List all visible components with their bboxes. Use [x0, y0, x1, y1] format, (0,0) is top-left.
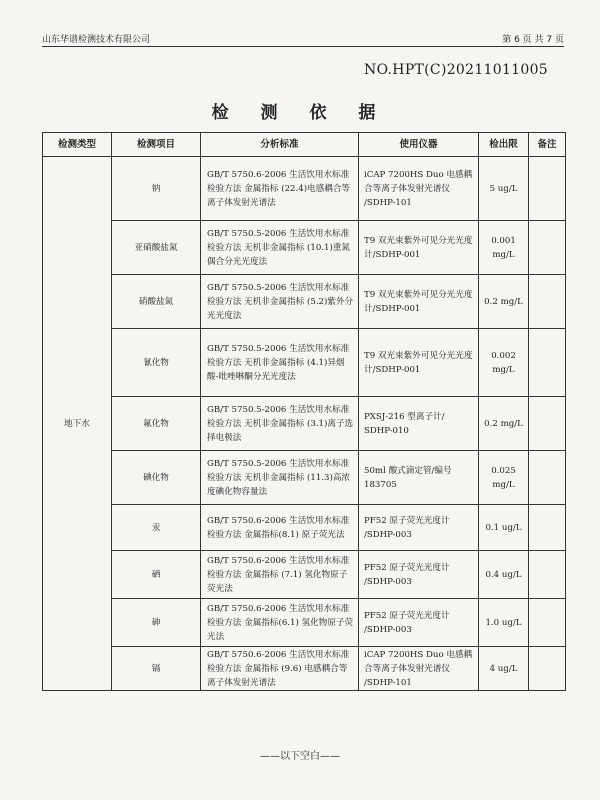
limit-cell: 0.002 mg/L	[479, 329, 529, 397]
table-row	[43, 157, 566, 221]
item-cell: 汞	[112, 505, 201, 551]
limit-cell: 0.4 ug/L	[479, 551, 529, 599]
company-name: 山东华谱检测技术有限公司	[42, 35, 151, 45]
limit-cell: 0.001 mg/L	[479, 221, 529, 275]
basis-table	[42, 132, 566, 691]
remark-cell	[529, 451, 566, 505]
remark-cell	[529, 599, 566, 647]
standard-cell: GB/T 5750.6-2006 生活饮用水标准检验方法 金属指标 (22.4)电感耦合等离子体发射光谱法	[201, 157, 359, 221]
table-row	[43, 451, 566, 505]
header-instrument: 使用仪器	[359, 133, 479, 157]
remark-cell	[529, 157, 566, 221]
standard-cell: GB/T 5750.5-2006 生活饮用水标准检验方法 无机非金属指标 (4.1)异烟酸-吡唑啉酮分光光度法	[201, 329, 359, 397]
instrument-cell: T9 双光束紫外可见分光光度计/SDHP-001	[359, 221, 479, 275]
table-row	[43, 397, 566, 451]
header-detection-limit: 检出限	[479, 133, 529, 157]
instrument-cell: iCAP 7200HS Duo 电感耦合等离子体发射光谱仪 /SDHP-101	[359, 157, 479, 221]
item-cell: 硒	[112, 551, 201, 599]
header-test-item: 检测项目	[112, 133, 201, 157]
instrument-cell: PF52 原子荧光光度计 /SDHP-003	[359, 599, 479, 647]
limit-cell: 0.2 mg/L	[479, 275, 529, 329]
table-row	[43, 505, 566, 551]
standard-cell: GB/T 5750.6-2006 生活饮用水标准检验方法 金属指标 (9.6) 电感耦合等离子体发射光谱法	[201, 647, 359, 691]
page-title: 检 测 依 据	[211, 103, 389, 123]
header-remark: 备注	[529, 133, 566, 157]
standard-cell: GB/T 5750.6-2006 生活饮用水标准检验方法 金属指标(8.1) 原子荧光法	[201, 505, 359, 551]
instrument-cell: 50ml 酸式滴定管/编号 183705	[359, 451, 479, 505]
report-number: NO.HPT(C)20211011005	[364, 62, 548, 78]
limit-cell: 0.2 mg/L	[479, 397, 529, 451]
remark-cell	[529, 275, 566, 329]
instrument-cell: PXSJ-216 型离子计/ SDHP-010	[359, 397, 479, 451]
instrument-cell: T9 双光束紫外可见分光光度计/SDHP-001	[359, 275, 479, 329]
remark-cell	[529, 551, 566, 599]
table-row	[43, 551, 566, 599]
category-cell: 地下水	[43, 157, 112, 691]
limit-cell: 4 ug/L	[479, 647, 529, 691]
limit-cell: 5 ug/L	[479, 157, 529, 221]
standard-cell: GB/T 5750.5-2006 生活饮用水标准检验方法 无机非金属指标 (11.3)高浓度碘化物容量法	[201, 451, 359, 505]
table-row	[43, 221, 566, 275]
standard-cell: GB/T 5750.5-2006 生活饮用水标准检验方法 无机非金属指标 (3.1)离子选择电极法	[201, 397, 359, 451]
remark-cell	[529, 647, 566, 691]
remark-cell	[529, 329, 566, 397]
item-cell: 硝酸盐氮	[112, 275, 201, 329]
limit-cell: 0.1 ug/L	[479, 505, 529, 551]
remark-cell	[529, 397, 566, 451]
page-header	[42, 30, 564, 47]
item-cell: 氰化物	[112, 329, 201, 397]
table-header-row	[43, 133, 566, 157]
instrument-cell: PF52 原子荧光光度计 /SDHP-003	[359, 505, 479, 551]
remark-cell	[529, 505, 566, 551]
item-cell: 砷	[112, 599, 201, 647]
table-row	[43, 647, 566, 691]
item-cell: 钠	[112, 157, 201, 221]
blank-below-note: ——以下空白——	[260, 751, 340, 762]
standard-cell: GB/T 5750.6-2006 生活饮用水标准检验方法 金属指标(6.1) 氢化物原子荧光法	[201, 599, 359, 647]
limit-cell: 0.025 mg/L	[479, 451, 529, 505]
standard-cell: GB/T 5750.5-2006 生活饮用水标准检验方法 无机非金属指标 (10.1)重氮偶合分光光度法	[201, 221, 359, 275]
table-row	[43, 599, 566, 647]
table-row	[43, 275, 566, 329]
item-cell: 氟化物	[112, 397, 201, 451]
standard-cell: GB/T 5750.6-2006 生活饮用水标准检验方法 金属指标 (7.1) 氢化物原子荧光法	[201, 551, 359, 599]
item-cell: 亚硝酸盐氮	[112, 221, 201, 275]
item-cell: 碘化物	[112, 451, 201, 505]
instrument-cell: PF52 原子荧光光度计 /SDHP-003	[359, 551, 479, 599]
limit-cell: 1.0 ug/L	[479, 599, 529, 647]
instrument-cell: T9 双光束紫外可见分光光度计/SDHP-001	[359, 329, 479, 397]
page-number: 第 6 页 共 7 页	[502, 35, 564, 45]
header-test-type: 检测类型	[43, 133, 112, 157]
remark-cell	[529, 221, 566, 275]
instrument-cell: iCAP 7200HS Duo 电感耦合等离子体发射光谱仪 /SDHP-101	[359, 647, 479, 691]
item-cell: 镉	[112, 647, 201, 691]
table-row	[43, 329, 566, 397]
header-standard: 分析标准	[201, 133, 359, 157]
standard-cell: GB/T 5750.5-2006 生活饮用水标准检验方法 无机非金属指标 (5.2)紫外分光光度法	[201, 275, 359, 329]
